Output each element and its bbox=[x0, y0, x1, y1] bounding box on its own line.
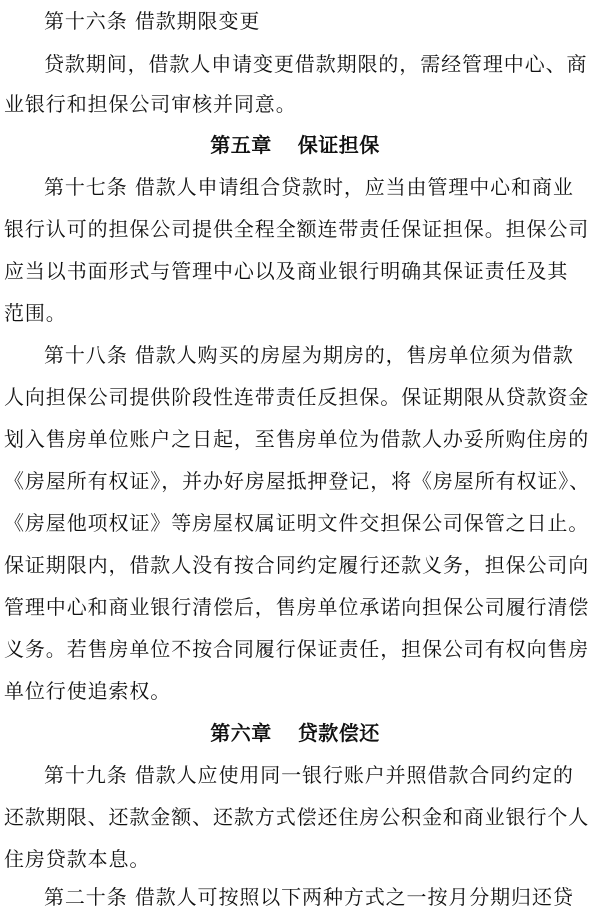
article-16-line: 业银行和担保公司审核并同意。 bbox=[4, 92, 297, 116]
article-16-heading: 第十六条 借款期限变更 bbox=[44, 9, 261, 33]
article-18-line: 义务。若售房单位不按合同履行保证责任，担保公司有权向售房 bbox=[4, 637, 590, 661]
chapter-5-title: 保证担保 bbox=[297, 133, 380, 157]
article-18-line: 《房屋所有权证》，并办好房屋抵押登记，将《房屋所有权证》、 bbox=[4, 469, 590, 493]
chapter-6-heading bbox=[4, 713, 586, 753]
article-16-line: 贷款期间，借款人申请变更借款期限的，需经管理中心、商 bbox=[44, 52, 588, 76]
article-18-line: 单位行使追索权。 bbox=[4, 679, 172, 703]
article-19-line: 住房贷款本息。 bbox=[4, 847, 151, 871]
article-18-line: 保证期限内，借款人没有按合同约定履行还款义务，担保公司向 bbox=[4, 553, 590, 577]
chapter-6-title: 贷款偿还 bbox=[297, 721, 380, 745]
article-19-line: 还款期限、还款金额、还款方式偿还住房公积金和商业银行个人 bbox=[4, 805, 590, 829]
article-19-line: 第十九条 借款人应使用同一银行账户并照借款合同约定的 bbox=[44, 763, 574, 787]
article-18-line: 划入售房单位账户之日起，至售房单位为借款人办妥所购住房的 bbox=[4, 427, 590, 451]
article-17-line: 银行认可的担保公司提供全程全额连带责任保证担保。担保公司 bbox=[4, 217, 590, 241]
article-18-line: 第十八条 借款人购买的房屋为期房的，售房单位须为借款 bbox=[44, 343, 574, 367]
chapter-6-number: 第六章 bbox=[210, 721, 272, 745]
article-17-line: 第十七条 借款人申请组合贷款时，应当由管理中心和商业 bbox=[44, 175, 574, 199]
article-17-line: 范围。 bbox=[4, 301, 67, 325]
chapter-5-number: 第五章 bbox=[210, 133, 272, 157]
article-17-line: 应当以书面形式与管理中心以及商业银行明确其保证责任及其 bbox=[4, 259, 569, 283]
article-20-line: 第二十条 借款人可按照以下两种方式之一按月分期归还贷 bbox=[44, 885, 574, 909]
article-18-line: 管理中心和商业银行清偿后，售房单位承诺向担保公司履行清偿 bbox=[4, 595, 590, 619]
chapter-5-heading bbox=[4, 125, 586, 165]
article-18-line: 《房屋他项权证》等房屋权属证明文件交担保公司保管之日止。 bbox=[4, 511, 590, 535]
article-18-line: 人向担保公司提供阶段性连带责任反担保。保证期限从贷款资金 bbox=[4, 385, 590, 409]
